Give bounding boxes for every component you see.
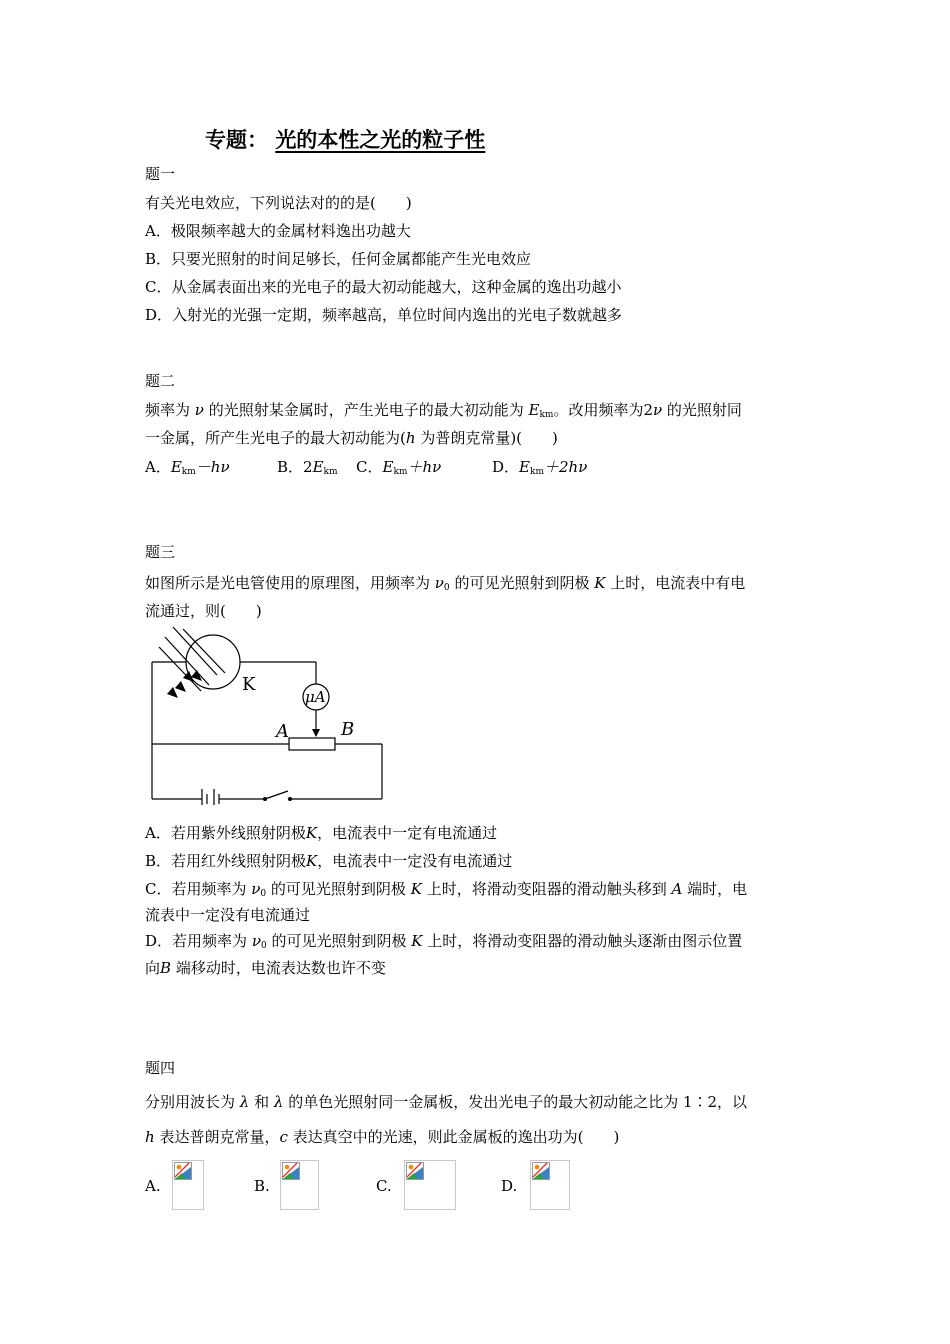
q2-option-a: A．$E_{km}-h\nu$ xyxy=(145,458,230,477)
diagram-label-microammeter: μA xyxy=(305,688,326,706)
q1-option-c: C．从金属表面出来的光电子的最大初动能越大，这种金属的逸出功越小 xyxy=(145,278,622,296)
q4-label: 题四 xyxy=(145,1059,176,1077)
q4-option-a-image xyxy=(172,1160,204,1210)
title-prefix: 专题： xyxy=(205,127,268,152)
q2-option-d: D．$E_{km}+2h\nu$ xyxy=(492,458,588,477)
q3-option-b: B．若用红外线照射阴极K，电流表中一定没有电流通过 xyxy=(145,852,513,870)
q3-stem-line2: 流通过，则( ) xyxy=(145,602,262,620)
q4-stem-line1: 分别用波长为 λ 和 λ 的单色光照射同一金属板，发出光电子的最大初动能之比为 1∶2，以 xyxy=(145,1093,748,1111)
q2-option-b: B．$2E_{km}$ xyxy=(277,458,338,477)
q4-option-c-label: C. xyxy=(376,1177,392,1195)
q2-stem-line1: 频率为 ν 的光照射某金属时，产生光电子的最大初动能为 $E_{km}$。改用频率为2ν 的光照射同 xyxy=(145,401,742,420)
q4-option-d-image xyxy=(530,1160,570,1210)
q4-option-b-label: B. xyxy=(254,1177,270,1195)
q1-option-a: A．极限频率越大的金属材料逸出功越大 xyxy=(145,222,411,240)
broken-image-icon xyxy=(282,1162,300,1180)
q3-option-d-line1: D．若用频率为 $\nu_0$ 的可见光照射到阴极 K 上时，将滑动变阻器的滑动触头逐渐由图示位置 xyxy=(145,932,743,951)
q2-option-c: C．$E_{km}+h\nu$ xyxy=(356,458,442,477)
q1-option-b: B．只要光照射的时间足够长，任何金属都能产生光电效应 xyxy=(145,250,532,268)
page-title xyxy=(205,124,485,154)
q1-stem: 有关光电效应，下列说法对的的是( ) xyxy=(145,194,412,212)
phototube xyxy=(186,635,240,689)
q3-stem-line1: 如图所示是光电管使用的原理图，用频率为 $\nu_0$ 的可见光照射到阴极 K 上时，电流表中有电 xyxy=(145,574,746,593)
phototube-circuit-diagram xyxy=(145,625,390,805)
q1-option-d: D．入射光的光强一定期，频率越高，单位时间内逸出的光电子数就越多 xyxy=(145,306,623,324)
broken-image-icon xyxy=(174,1162,192,1180)
q3-option-c-line1: C．若用频率为 $\nu_0$ 的可见光照射到阴极 K 上时，将滑动变阻器的滑动触头移到 A 端时，电 xyxy=(145,880,748,899)
broken-image-icon xyxy=(532,1162,550,1180)
q1-label: 题一 xyxy=(145,165,176,183)
diagram-label-b: B xyxy=(341,719,355,740)
q4-stem-line2: h 表达普朗克常量，c 表达真空中的光速，则此金属板的逸出功为( ) xyxy=(145,1128,620,1146)
diagram-label-a: A xyxy=(276,721,289,742)
title-topic: 光的本性之光的粒子性 xyxy=(275,127,486,152)
broken-image-icon xyxy=(406,1162,424,1180)
q3-option-d-line2: 向B 端移动时，电流表达数也许不变 xyxy=(145,959,386,977)
q4-option-b-image xyxy=(280,1160,319,1210)
q3-option-a: A．若用紫外线照射阴极K，电流表中一定有电流通过 xyxy=(145,824,498,842)
q4-option-d-label: D. xyxy=(501,1177,518,1195)
q3-option-c-line2: 流表中一定没有电流通过 xyxy=(145,906,311,924)
q3-label: 题三 xyxy=(145,543,176,561)
diagram-label-k: K xyxy=(242,674,256,695)
rheostat xyxy=(289,738,335,750)
q2-label: 题二 xyxy=(145,372,176,390)
q2-stem-line2: 一金属，所产生光电子的最大初动能为(h 为普朗克常量)( ) xyxy=(145,429,558,447)
q4-option-c-image xyxy=(404,1160,456,1210)
q4-option-a-label: A. xyxy=(145,1177,161,1195)
